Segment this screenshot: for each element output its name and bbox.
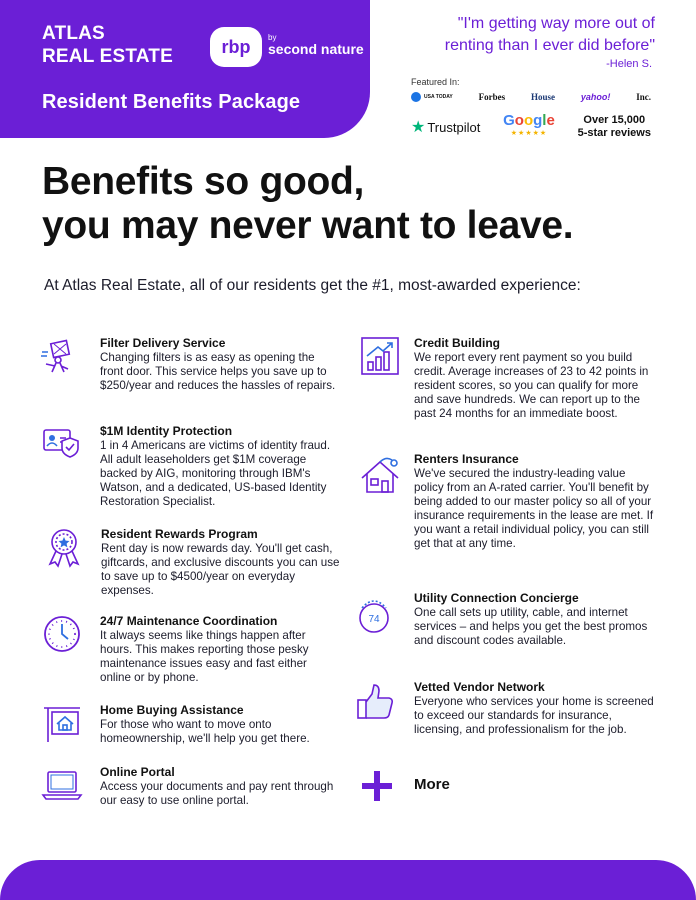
- filter-delivery-icon: [38, 336, 82, 380]
- credit-chart-icon: [358, 334, 402, 378]
- thermostat-icon: [352, 596, 396, 640]
- benefit-title: Home Buying Assistance: [100, 703, 244, 717]
- inc-logo: Inc.: [636, 92, 651, 102]
- forbes-logo: Forbes: [478, 92, 506, 102]
- benefit-description: It always seems like things happen after hours. This makes reporting those pesky maintenance issues easy and fast either online or by phone.: [100, 629, 309, 684]
- benefit-title: Utility Connection Concierge: [414, 591, 579, 605]
- benefit-utility-concierge: [414, 591, 654, 648]
- insured-home-icon: [358, 454, 402, 498]
- company-name: ATLAS REAL ESTATE: [42, 23, 173, 67]
- trustpilot-logo: ★ Trustpilot: [411, 119, 481, 136]
- plus-icon: [360, 769, 394, 803]
- benefit-title: 24/7 Maintenance Coordination: [100, 614, 278, 628]
- house-sign-icon: [40, 702, 84, 746]
- review-count: Over 15,000 5-star reviews: [577, 114, 651, 139]
- benefit-description: Rent day is now rewards day. You'll get cash, giftcards, and exclusive discounts you can use to save up to $4500/year on everyday expenses.: [101, 542, 340, 597]
- press-logos: [411, 90, 651, 104]
- benefit-title: Filter Delivery Service: [100, 336, 226, 350]
- benefit-description: Access your documents and pay rent through our easy to use online portal.: [100, 780, 334, 807]
- thumbs-up-icon: [354, 680, 398, 724]
- svg-text:74: 74: [368, 614, 380, 625]
- google-wordmark: Google: [503, 112, 555, 129]
- benefit-title: Resident Rewards Program: [101, 527, 258, 541]
- featured-label: Featured In:: [411, 77, 460, 87]
- benefit-renters-insurance: [414, 452, 654, 551]
- google-logo: [503, 114, 555, 140]
- benefit-description: We report every rent payment so you build credit. Average increases of 23 to 42 points in resident scores, so you can qualify for more and save hundreds. We can report up to the past 24 months for an immediate boost.: [414, 351, 649, 420]
- partner-name: second nature: [268, 41, 364, 57]
- benefit-description: Everyone who services your home is screened to exceed our standards for insurance, licensing, and professionalism for the job.: [414, 695, 654, 736]
- benefit-title: Vetted Vendor Network: [414, 680, 545, 694]
- laptop-icon: [40, 764, 84, 808]
- house-logo: House: [530, 92, 555, 102]
- trustpilot-star-icon: ★: [411, 119, 426, 136]
- benefit-title: Online Portal: [100, 765, 175, 779]
- usa-today-dot-icon: [411, 92, 421, 102]
- benefit-filter-delivery: [100, 336, 340, 393]
- headline: Benefits so good, you may never want to leave.: [42, 160, 574, 247]
- benefit-online-portal: [100, 765, 340, 808]
- benefit-description: 1 in 4 Americans are victims of identity fraud. All adult leaseholders get $1M coverage backed by AIG, monitoring through IBM's Watson, and a dedicated, US-based Identity Restoration Specialist.: [100, 439, 331, 508]
- benefit-description: Changing filters is as easy as opening the front door. This service helps you save up to $250/year and reduces the hassles of repairs.: [100, 351, 336, 392]
- identity-shield-icon: [40, 420, 84, 464]
- benefit-title: $1M Identity Protection: [100, 424, 233, 438]
- benefit-title: Renters Insurance: [414, 452, 519, 466]
- testimonial-quote: "I'm getting way more out of renting than I ever did before": [444, 15, 655, 54]
- testimonial-author: -Helen S.: [606, 58, 652, 70]
- rbp-logo: rbp: [210, 27, 262, 67]
- benefit-description: One call sets up utility, cable, and internet services – and helps you get the best promos and discount codes available.: [414, 606, 648, 647]
- clock-icon: [40, 612, 84, 656]
- benefit-credit-building: [414, 336, 654, 421]
- package-title: Resident Benefits Package: [42, 91, 301, 113]
- benefit-description: For those who want to move onto homeownership, we'll help you get there.: [100, 718, 310, 745]
- rewards-ribbon-icon: [42, 526, 86, 570]
- usa-today-logo: USA TODAY: [411, 92, 453, 102]
- second-nature-logo: [268, 33, 364, 56]
- footer-band: [0, 860, 696, 900]
- header-band: [0, 0, 370, 138]
- benefit-vendor-network: [414, 680, 654, 737]
- yahoo-logo: yahoo!: [580, 92, 611, 102]
- partner-by: by: [268, 33, 277, 42]
- benefit-identity-protection: [100, 424, 340, 509]
- benefit-resident-rewards: [101, 527, 341, 598]
- more-label: More: [414, 776, 450, 793]
- benefit-home-buying: [100, 703, 340, 746]
- benefit-maintenance: [100, 614, 340, 685]
- reviews-row: [411, 113, 651, 141]
- intro-text: At Atlas Real Estate, all of our residents get the #1, most-awarded experience:: [44, 277, 581, 294]
- benefit-title: Credit Building: [414, 336, 500, 350]
- benefit-description: We've secured the industry-leading value policy from an A-rated carrier. You'll benefit by being added to our master policy so all of your insurance requirements in the lease are met. If you want a retail individual policy, you can still get that at any time.: [414, 467, 654, 550]
- google-stars: ★★★★★: [510, 130, 548, 137]
